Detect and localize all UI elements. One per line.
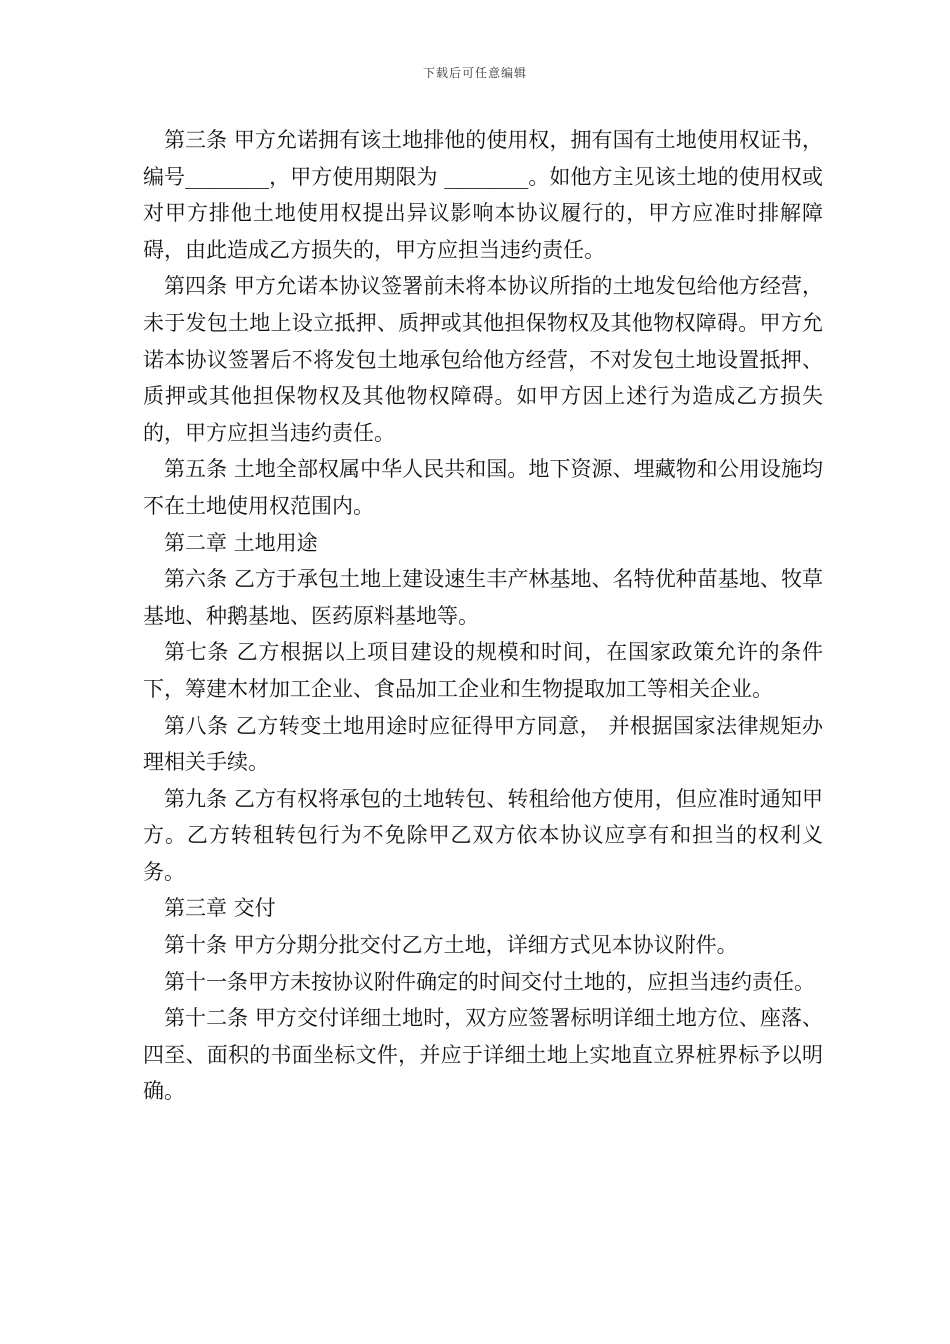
article-6-paragraph: 第六条 乙方于承包土地上建设速生丰产林基地、名特优种苗基地、牧草基地、种鹅基地、医药原料基地等。 <box>143 567 823 628</box>
chapter-2-heading: 第二章 土地用途 <box>164 530 318 555</box>
article-10-paragraph: 第十条 甲方分期分批交付乙方土地，详细方式见本协议附件。 <box>164 933 738 958</box>
article-12-paragraph: 第十二条 甲方交付详细土地时，双方应签署标明详细土地方位、座落、四至、面积的书面坐标文件，并应于详细土地上实地直立界桩界标予以明确。 <box>143 1006 823 1104</box>
article-9-paragraph: 第九条 乙方有权将承包的土地转包、转租给他方使用，但应准时通知甲方。乙方转租转包行为不免除甲乙双方依本协议应享有和担当的权利义务。 <box>143 786 823 884</box>
header-note: 下载后可任意编辑 <box>422 66 527 80</box>
article-3-paragraph: 第三条 甲方允诺拥有该土地排他的使用权，拥有国有土地使用权证书，编号________，甲方使用期限为 ________。如他方主见该土地的使用权或对甲方排他土地使用权提出异议影响本协议履行的，甲方应准时排解障碍，由此造成乙方损失的，甲方应担当违约责任。 <box>143 128 823 262</box>
article-4-paragraph: 第四条 甲方允诺本协议签署前未将本协议所指的土地发包给他方经营，未于发包土地上设立抵押、质押或其他担保物权及其他物权障碍。甲方允诺本协议签署后不将发包土地承包给他方经营，不对发包土地设置抵押、质押或其他担保物权及其他物权障碍。如甲方因上述行为造成乙方损失的，甲方应担当违约责任。 <box>143 274 823 445</box>
article-7-paragraph: 第七条 乙方根据以上项目建设的规模和时间，在国家政策允许的条件下，筹建木材加工企业、食品加工企业和生物提取加工等相关企业。 <box>143 640 823 701</box>
article-11-paragraph: 第十一条甲方未按协议附件确定的时间交付土地的，应担当违约责任。 <box>164 969 815 994</box>
chapter-3-heading: 第三章 交付 <box>164 896 276 921</box>
document-body <box>143 122 823 1110</box>
article-5-paragraph: 第五条 土地全部权属中华人民共和国。地下资源、埋藏物和公用设施均不在土地使用权范围内。 <box>143 457 823 518</box>
article-8-paragraph: 第八条 乙方转变土地用途时应征得甲方同意， 并根据国家法律规矩办理相关手续。 <box>143 713 823 775</box>
